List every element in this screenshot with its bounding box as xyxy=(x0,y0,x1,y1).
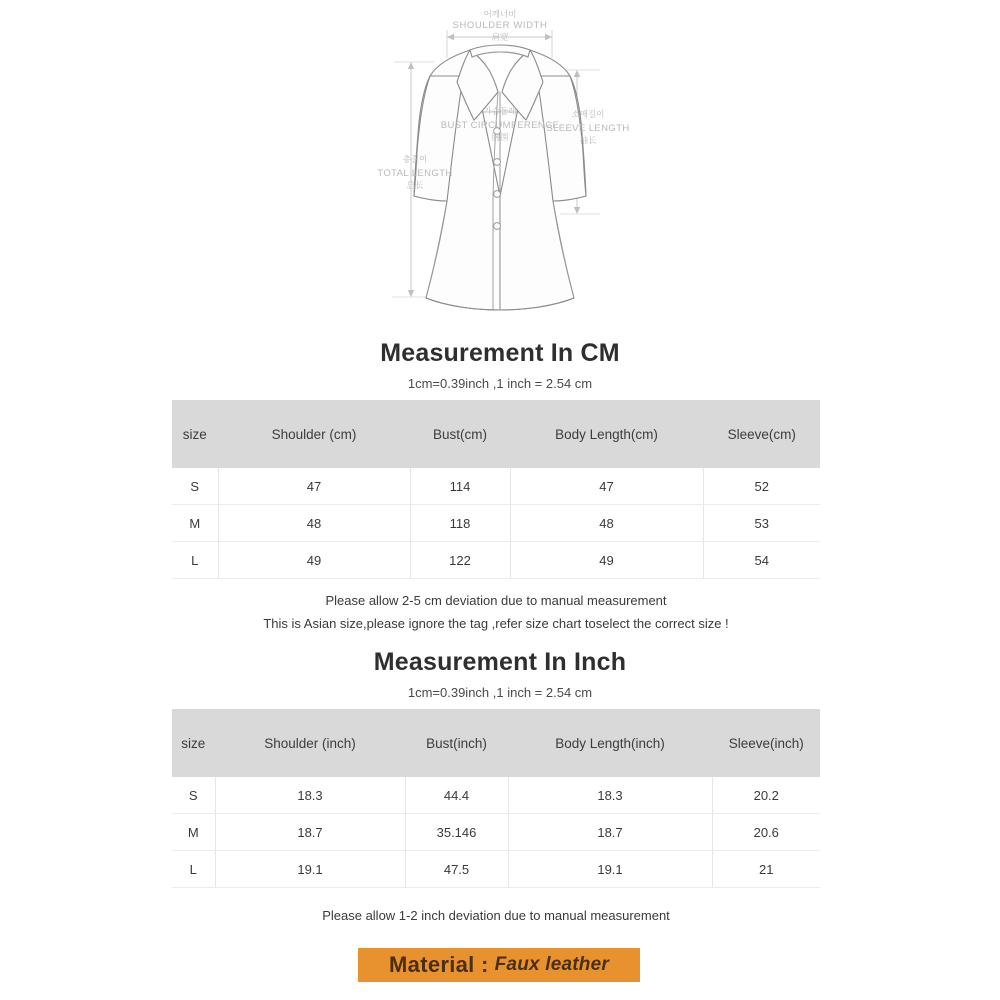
total-label-zh: 总长 xyxy=(406,180,424,190)
cm-note-line-2: This is Asian size,please ignore the tag ,refer size chart toselect the correct size ! xyxy=(263,615,729,631)
inch-header-bust: Bust(inch) xyxy=(405,709,508,777)
inch-cell-bust-m: 35.146 xyxy=(405,814,508,851)
cm-header-size: size xyxy=(172,400,218,468)
table-row xyxy=(172,468,820,505)
sleeve-label-ko: 소매길이 xyxy=(571,109,605,119)
table-row xyxy=(172,814,820,851)
cm-cell-body-length-l: 49 xyxy=(510,542,703,579)
inch-note-row xyxy=(172,888,820,947)
cm-note-line-1: Please allow 2-5 cm deviation due to manual measurement xyxy=(325,593,667,608)
inch-section-heading xyxy=(0,649,1000,700)
inch-cell-sleeve-s: 20.2 xyxy=(712,777,820,814)
cm-header-shoulder: Shoulder (cm) xyxy=(218,400,410,468)
inch-header-size: size xyxy=(172,709,215,777)
bust-label-ko: 가슴둘레 xyxy=(483,106,517,116)
cm-cell-size-m: M xyxy=(172,505,218,542)
inch-cell-body-length-s: 18.3 xyxy=(508,777,712,814)
bust-label-zh: 胸围 xyxy=(491,132,509,142)
inch-cell-size-m: M xyxy=(172,814,215,851)
inch-table-header-row xyxy=(172,709,820,777)
cm-cell-body-length-m: 48 xyxy=(510,505,703,542)
cm-cell-sleeve-s: 52 xyxy=(703,468,820,505)
shoulder-label-ko: 어깨너비 xyxy=(483,9,517,19)
inch-header-shoulder: Shoulder (inch) xyxy=(215,709,405,777)
inch-cell-body-length-l: 19.1 xyxy=(508,851,712,888)
cm-cell-bust-m: 118 xyxy=(410,505,510,542)
shoulder-label-en: SHOULDER WIDTH xyxy=(452,20,548,31)
cm-subtitle: 1cm=0.39inch ,1 inch = 2.54 cm xyxy=(407,375,593,391)
material-banner xyxy=(358,948,640,982)
cm-cell-size-l: L xyxy=(172,542,218,579)
inch-header-body-length: Body Length(inch) xyxy=(508,709,712,777)
cm-cell-shoulder-l: 49 xyxy=(218,542,410,579)
cm-size-table-wrap xyxy=(172,400,820,649)
table-row xyxy=(172,777,820,814)
inch-cell-body-length-m: 18.7 xyxy=(508,814,712,851)
inch-cell-sleeve-m: 20.6 xyxy=(712,814,820,851)
inch-size-table-wrap xyxy=(172,709,820,946)
cm-size-table xyxy=(172,400,820,649)
inch-cell-shoulder-s: 18.3 xyxy=(215,777,405,814)
cm-header-body-length: Body Length(cm) xyxy=(510,400,703,468)
sleeve-label-en: SLEEVE LENGTH xyxy=(546,123,630,134)
cm-header-sleeve: Sleeve(cm) xyxy=(703,400,820,468)
bust-label-en: BUST CIRCUMFERENCE xyxy=(440,120,560,131)
cm-cell-bust-s: 114 xyxy=(410,468,510,505)
inch-cell-shoulder-m: 18.7 xyxy=(215,814,405,851)
inch-title: Measurement In Inch xyxy=(373,648,627,676)
cm-cell-size-s: S xyxy=(172,468,218,505)
inch-cell-size-l: L xyxy=(172,851,215,888)
cm-title: Measurement In CM xyxy=(380,339,620,367)
table-row xyxy=(172,542,820,579)
inch-cell-shoulder-l: 19.1 xyxy=(215,851,405,888)
inch-cell-sleeve-l: 21 xyxy=(712,851,820,888)
cm-cell-body-length-s: 47 xyxy=(510,468,703,505)
sleeve-label-zh: 袖长 xyxy=(579,135,597,145)
total-label-ko: 총길이 xyxy=(402,154,428,164)
total-label-en: TOTAL LENGTH xyxy=(377,168,453,179)
garment-illustration xyxy=(0,0,1000,330)
cm-header-bust: Bust(cm) xyxy=(410,400,510,468)
table-row xyxy=(172,505,820,542)
inch-size-table xyxy=(172,709,820,946)
shoulder-label-zh: 肩宽 xyxy=(491,32,509,42)
cm-cell-shoulder-m: 48 xyxy=(218,505,410,542)
cm-cell-sleeve-l: 54 xyxy=(703,542,820,579)
inch-notes xyxy=(172,888,820,947)
cm-table-header-row xyxy=(172,400,820,468)
cm-cell-bust-l: 122 xyxy=(410,542,510,579)
inch-cell-size-s: S xyxy=(172,777,215,814)
inch-cell-bust-l: 47.5 xyxy=(405,851,508,888)
inch-header-sleeve: Sleeve(inch) xyxy=(712,709,820,777)
cm-note-row xyxy=(172,579,820,649)
cm-cell-sleeve-m: 53 xyxy=(703,505,820,542)
cm-cell-shoulder-s: 47 xyxy=(218,468,410,505)
inch-subtitle: 1cm=0.39inch ,1 inch = 2.54 cm xyxy=(407,684,593,700)
cm-notes xyxy=(172,579,820,649)
material-value: Faux leather xyxy=(494,954,609,975)
inch-cell-bust-s: 44.4 xyxy=(405,777,508,814)
cm-section-heading xyxy=(0,340,1000,391)
inch-note-line-1: Please allow 1-2 inch deviation due to manual measurement xyxy=(322,907,670,923)
material-label: Material : xyxy=(389,952,489,977)
table-row xyxy=(172,851,820,888)
